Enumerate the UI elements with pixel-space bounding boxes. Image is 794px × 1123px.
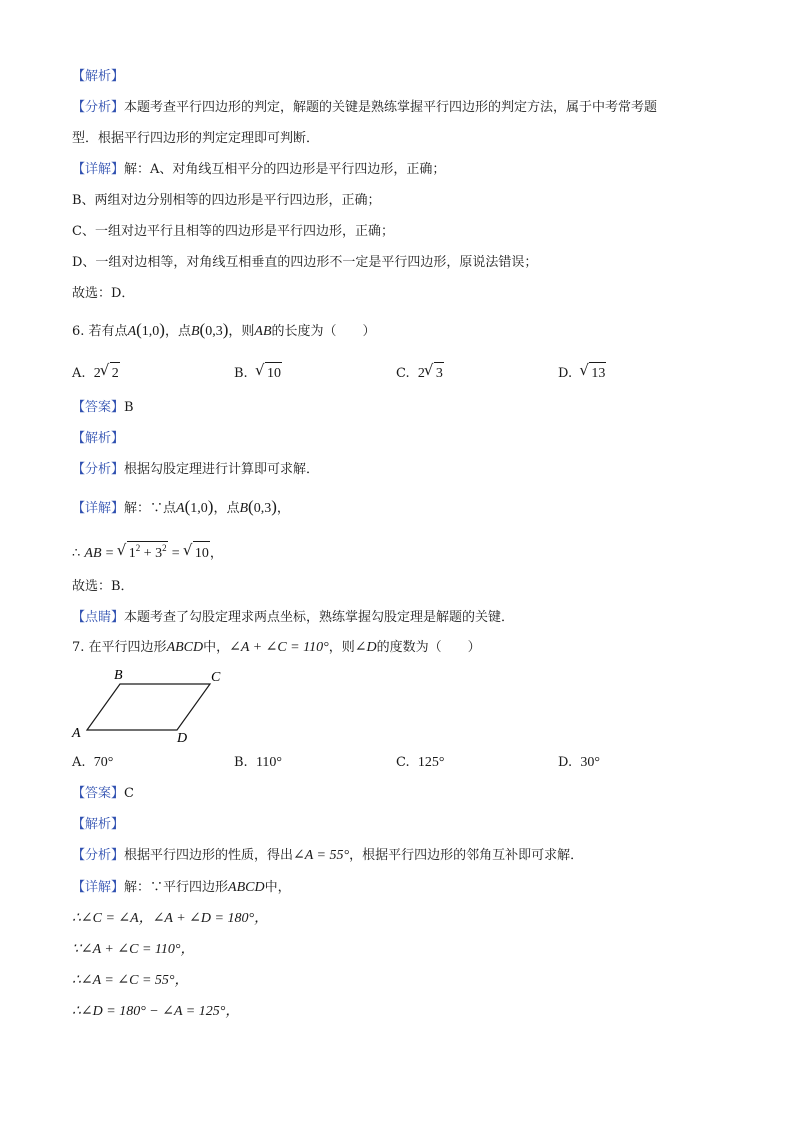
vertex-label-c: C bbox=[211, 670, 221, 685]
answer-value: C bbox=[124, 786, 134, 801]
analysis-tag: 【分析】 bbox=[72, 848, 125, 863]
analysis-line-7 bbox=[72, 846, 583, 866]
detail-tag: 【详解】 bbox=[72, 880, 125, 895]
stem-text: 的长度为（ ） bbox=[271, 324, 376, 339]
option-radicand: 2 bbox=[110, 362, 120, 385]
detail-line-d: D、一组对边相等，对角线互相垂直的四边形不一定是平行四边形，原说法错误； bbox=[72, 255, 538, 270]
option-a[interactable] bbox=[72, 752, 113, 774]
parallelogram-figure bbox=[70, 664, 230, 748]
segment-label: AB bbox=[254, 324, 272, 339]
sqrt-symbol bbox=[184, 541, 210, 566]
remark-text: 本题考查了勾股定理求两点坐标，熟练掌握勾股定理是解题的关键． bbox=[124, 610, 515, 625]
analysis-tag: 【分析】 bbox=[72, 462, 125, 477]
equals-sign: = bbox=[171, 546, 180, 561]
question-6-stem: 6. 若有点A(1,0)，点B(0,3)，则AB的长度为（ ） bbox=[72, 320, 376, 339]
jiexi-heading-7 bbox=[72, 815, 124, 835]
step-line-4: ∴∠D = 180° − ∠A = 125°， bbox=[72, 1004, 240, 1019]
stem-text: 若有点 bbox=[88, 324, 128, 339]
point-b-label: B bbox=[190, 324, 200, 339]
point-b-coords: 0,3 bbox=[205, 324, 223, 339]
detail-line bbox=[72, 160, 445, 180]
option-value: 110° bbox=[255, 755, 283, 770]
choice-line-6: 故选：B． bbox=[72, 579, 134, 594]
option-label: B. bbox=[234, 366, 248, 381]
option-label: C. bbox=[396, 755, 410, 770]
vertex-label-a: A bbox=[72, 726, 81, 741]
question-7-options bbox=[72, 752, 732, 774]
analysis-text: ，根据平行四边形的邻角互补即可求解． bbox=[349, 848, 584, 863]
answer-line-7 bbox=[72, 784, 134, 804]
calc-result: 10 bbox=[193, 541, 210, 566]
detail-text: 解：∵平行四边形 bbox=[124, 880, 229, 895]
point-a-coords: 1,0 bbox=[190, 501, 208, 516]
detail-text: ， bbox=[276, 501, 290, 516]
jiexi-tag: 【解析】 bbox=[72, 817, 125, 832]
sqrt-symbol bbox=[425, 362, 444, 385]
option-radicand: 3 bbox=[434, 362, 444, 385]
analysis-text: 型．根据平行四边形的判定定理即可判断． bbox=[72, 131, 320, 146]
option-c[interactable] bbox=[396, 362, 444, 385]
question-number: 7. bbox=[72, 640, 85, 655]
option-radicand: 10 bbox=[265, 362, 282, 385]
step-line-3: ∴∠A = ∠C = 55°， bbox=[72, 973, 189, 988]
jiexi-tag: 【解析】 bbox=[72, 69, 125, 84]
option-label: A. bbox=[72, 366, 86, 381]
detail-line-7 bbox=[72, 878, 291, 898]
stem-text: ，则 bbox=[228, 324, 255, 339]
detail-tag: 【详解】 bbox=[72, 501, 125, 516]
option-d[interactable] bbox=[558, 362, 606, 385]
calc-line-6: ∴ AB = √ $1^2 + 3^2$ = √ 10， bbox=[72, 541, 223, 566]
option-label: B. bbox=[234, 755, 248, 770]
question-7-stem bbox=[72, 638, 481, 658]
point-a-label: A bbox=[176, 501, 185, 516]
analysis-line-2 bbox=[72, 129, 319, 149]
vertex-label-b: B bbox=[114, 668, 123, 683]
option-radicand: 13 bbox=[589, 362, 606, 385]
figure-name: ABCD bbox=[166, 640, 204, 655]
sqrt-symbol bbox=[101, 362, 120, 385]
question-6-options bbox=[72, 362, 732, 384]
analysis-text: 根据平行四边形的性质，得出 bbox=[124, 848, 294, 863]
target-angle: ∠D bbox=[354, 640, 377, 655]
option-label: D. bbox=[558, 366, 573, 381]
remark-tag: 【点睛】 bbox=[72, 610, 125, 625]
equals-sign: = bbox=[105, 546, 114, 561]
stem-text: 中， bbox=[203, 640, 230, 655]
jiexi-heading-1 bbox=[72, 67, 124, 87]
detail-text: 解：A、对角线互相平分的四边形是平行四边形，正确； bbox=[124, 162, 446, 177]
option-b[interactable] bbox=[234, 752, 282, 774]
point-a-label: A bbox=[127, 324, 137, 339]
step-line-1: ∴∠C = ∠A，∠A + ∠D = 180°， bbox=[72, 911, 269, 926]
option-label: C. bbox=[396, 366, 410, 381]
answer-line-6 bbox=[72, 398, 134, 418]
option-a[interactable] bbox=[72, 362, 120, 385]
calc-radicand: $1^2 + 3^2$ bbox=[127, 541, 168, 566]
detail-text: ，点 bbox=[213, 501, 240, 516]
option-d[interactable] bbox=[558, 752, 600, 774]
condition-math: ∠A + ∠C = 110° bbox=[229, 640, 329, 655]
analysis-math: ∠A = 55° bbox=[293, 848, 350, 863]
analysis-text: 本题考查平行四边形的判定，解题的关键是熟练掌握平行四边形的判定方法，属于中考常考题 bbox=[124, 100, 658, 115]
jiexi-heading-6 bbox=[72, 429, 124, 449]
detail-tag: 【详解】 bbox=[72, 162, 125, 177]
analysis-text: 根据勾股定理进行计算即可求解． bbox=[124, 462, 320, 477]
detail-line-b: B、两组对边分别相等的四边形是平行四边形，正确； bbox=[72, 193, 381, 208]
option-coef: 2 bbox=[417, 366, 425, 381]
point-b-label: B bbox=[239, 501, 249, 516]
question-number: 6. bbox=[72, 324, 85, 339]
answer-value: B bbox=[124, 400, 134, 415]
therefore-symbol: ∴ bbox=[72, 546, 81, 561]
answer-tag: 【答案】 bbox=[72, 400, 125, 415]
option-value: 70° bbox=[93, 755, 114, 770]
option-value: 125° bbox=[417, 755, 445, 770]
point-a-coords: 1,0 bbox=[141, 324, 160, 339]
parallelogram-shape bbox=[87, 684, 210, 730]
step-line-2: ∵∠A + ∠C = 110°， bbox=[72, 942, 195, 957]
option-label: A. bbox=[72, 755, 86, 770]
detail-line-6: 【详解】解：∵点A(1,0)，点B(0,3)， bbox=[72, 497, 290, 516]
sqrt-symbol bbox=[118, 541, 168, 566]
choice-line: 故选：D． bbox=[72, 286, 135, 301]
sqrt-symbol bbox=[580, 362, 606, 385]
sqrt-symbol bbox=[256, 362, 282, 385]
stem-text: ，则 bbox=[328, 640, 355, 655]
detail-text: 解：∵点 bbox=[124, 501, 177, 516]
answer-tag: 【答案】 bbox=[72, 786, 125, 801]
option-c[interactable] bbox=[396, 752, 445, 774]
option-b[interactable] bbox=[234, 362, 282, 385]
vertex-label-d: D bbox=[177, 731, 188, 746]
analysis-line-6 bbox=[72, 460, 319, 480]
remark-line-6 bbox=[72, 608, 514, 628]
analysis-line-1 bbox=[72, 98, 657, 118]
analysis-tag: 【分析】 bbox=[72, 100, 125, 115]
stem-text: 在平行四边形 bbox=[88, 640, 167, 655]
point-b-coords: 0,3 bbox=[253, 501, 272, 516]
option-value: 30° bbox=[580, 755, 600, 770]
detail-line-c: C、一组对边平行且相等的四边形是平行四边形，正确； bbox=[72, 224, 394, 239]
option-coef: 2 bbox=[93, 366, 101, 381]
jiexi-tag: 【解析】 bbox=[72, 431, 125, 446]
stem-text: 的度数为（ ） bbox=[376, 640, 481, 655]
detail-text: 中， bbox=[264, 880, 291, 895]
stem-text: ，点 bbox=[164, 324, 191, 339]
option-label: D. bbox=[558, 755, 573, 770]
calc-lhs: AB bbox=[84, 546, 102, 561]
figure-name: ABCD bbox=[228, 880, 265, 895]
